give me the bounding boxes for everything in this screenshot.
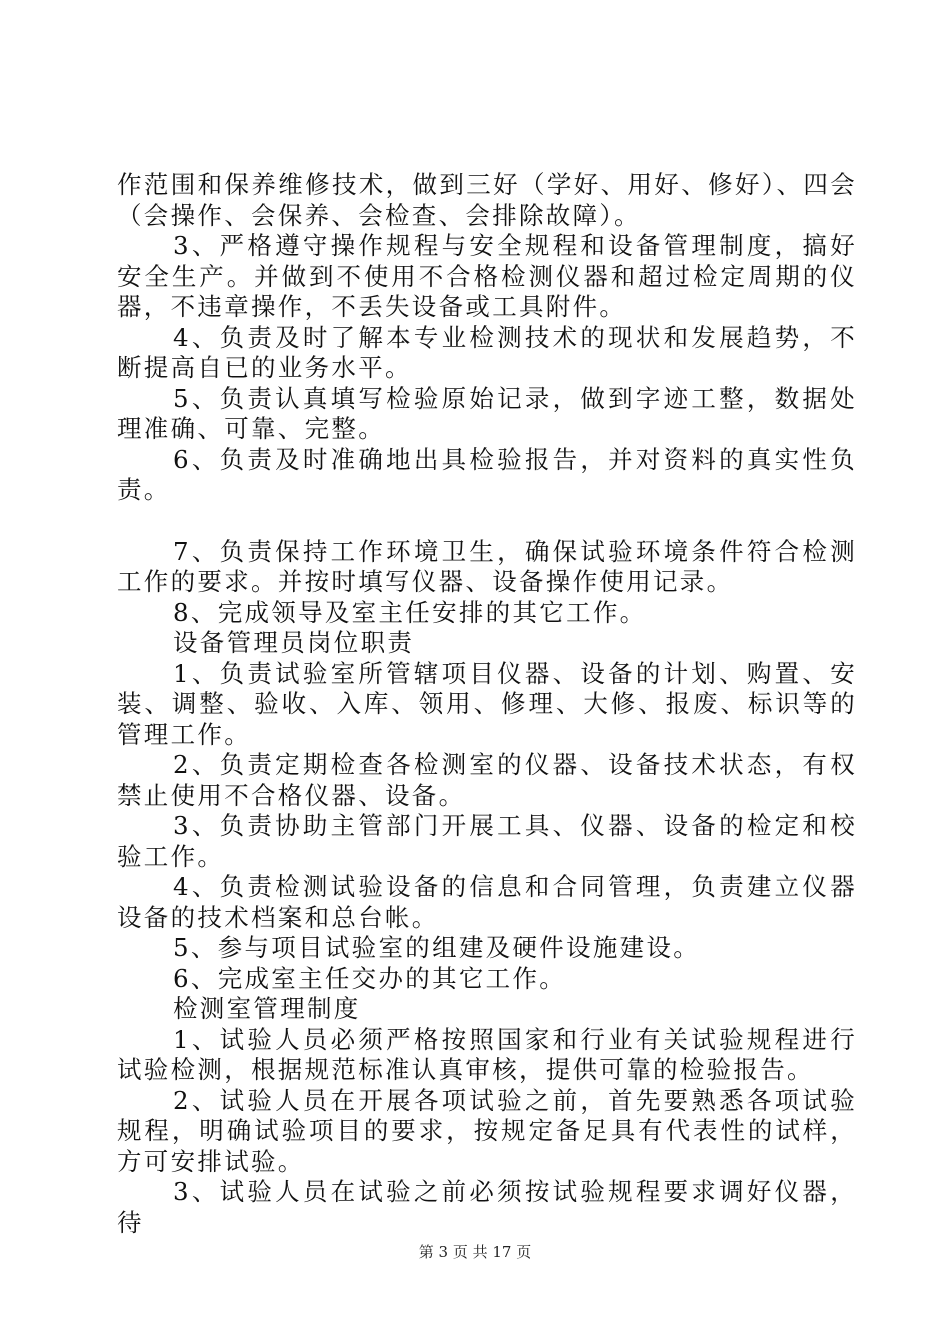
document-body: [117, 170, 857, 1238]
lab-rule-3: 3、试验人员在试验之前必须按试验规程要求调好仪器，待: [117, 1177, 857, 1237]
equipment-item-3: 3、负责协助主管部门开展工具、仪器、设备的检定和校验工作。: [117, 811, 857, 871]
equipment-item-1: 1、负责试验室所管辖项目仪器、设备的计划、购置、安装、调整、验收、入库、领用、修理、大修、报废、标识等的管理工作。: [117, 658, 857, 749]
section-heading-lab-rules: 检测室管理制度: [173, 994, 361, 1023]
paragraph-item-7: 7、负责保持工作环境卫生，确保试验环境条件符合检测工作的要求。并按时填写仪器、设备操作使用记录。: [117, 536, 857, 596]
lab-rule-1: 1、试验人员必须严格按照国家和行业有关试验规程进行试验检测，根据规范标准认真审核，提供可靠的检验报告。: [117, 1024, 857, 1084]
page-footer: 第 3 页 共 17 页: [418, 1243, 532, 1261]
paragraph-gap: [117, 506, 857, 537]
section-heading-equipment-manager: 设备管理员岗位职责: [173, 628, 415, 657]
equipment-item-2: 2、负责定期检查各检测室的仪器、设备技术状态，有权禁止使用不合格仪器、设备。: [117, 750, 857, 810]
paragraph-item-6: 6、负责及时准确地出具检验报告，并对资料的真实性负责。: [117, 444, 857, 504]
paragraph-item-3: 3、严格遵守操作规程与安全规程和设备管理制度，搞好安全生产。并做到不使用不合格检测仪器和超过检定周期的仪器，不违章操作，不丢失设备或工具附件。: [117, 231, 857, 321]
equipment-item-4: 4、负责检测试验设备的信息和合同管理，负责建立仪器设备的技术档案和总台帐。: [117, 872, 857, 932]
equipment-item-6: 6、完成室主任交办的其它工作。: [173, 963, 567, 993]
paragraph-continuation: 作范围和保养维修技术，做到三好（学好、用好、修好）、四会（会操作、会保养、会检查、会排除故障）。: [117, 170, 857, 230]
equipment-item-5: 5、参与项目试验室的组建及硬件设施建设。: [173, 933, 701, 962]
lab-rule-2: 2、试验人员在开展各项试验之前，首先要熟悉各项试验规程，明确试验项目的要求，按规定备足具有代表性的试样，方可安排试验。: [117, 1085, 857, 1176]
paragraph-item-4: 4、负责及时了解本专业检测技术的现状和发展趋势，不断提高自已的业务水平。: [117, 322, 857, 382]
paragraph-item-5: 5、负责认真填写检验原始记录，做到字迹工整，数据处理准确、可靠、完整。: [117, 383, 857, 443]
paragraph-item-8: 8、完成领导及室主任安排的其它工作。: [173, 597, 647, 627]
